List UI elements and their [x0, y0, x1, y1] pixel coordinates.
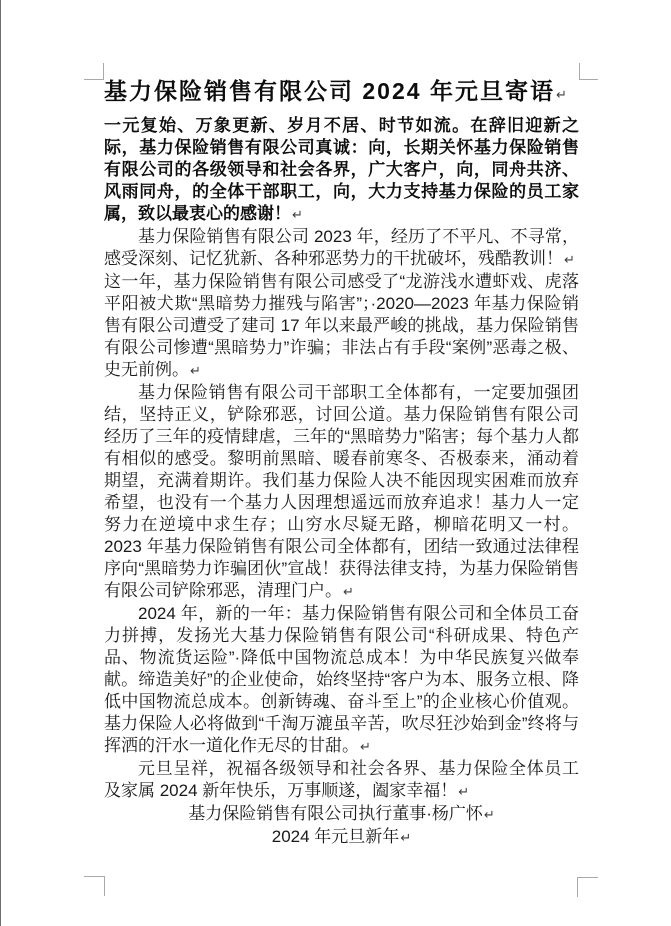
paragraph-return-mark-icon: ↵ [190, 363, 201, 378]
paragraph-return-mark-icon: ↵ [564, 252, 575, 267]
paragraph-text: 基力保险销售有限公司 2023 年，经历了不平凡、不寻常，感受深刻、记忆犹新、各种邪恶势力的干扰破坏，残酷教训！ [104, 227, 579, 268]
paragraph-return-mark-icon: ↵ [292, 207, 303, 222]
paragraph [104, 603, 579, 758]
document-text-area [104, 76, 579, 849]
crop-mark-top-right-icon [579, 63, 598, 80]
paragraph [104, 271, 579, 382]
paragraph-text: 2024 年元旦新年 [271, 827, 400, 846]
paragraph [104, 826, 579, 849]
paragraph-text: 元旦呈祥，祝福各级领导和社会各界、基力保险全体员工及家属 2024 新年快乐，万事顺遂，阖家幸福！ [104, 759, 579, 800]
crop-mark-bottom-right-icon [577, 877, 598, 897]
paragraph [104, 803, 579, 826]
paragraph-text: 一元复始、万象更新、岁月不居、时节如流。在辞旧迎新之际，基力保险销售有限公司真诚：向，长期关怀基力保险销售有限公司的各级领导和社会各界，广大客户，向，同舟共济、风雨同舟，的全体干部职工，向，大力支持基力保险的员工家属，致以最衷心的感谢！ [104, 116, 579, 223]
paragraph-text: 基力保险销售有限公司干部职工全体都有，一定要加强团结，坚持正义，铲除邪恶，讨回公道。基力保险销售有限公司经历了三年的疫情肆虐，三年的“黑暗势力”陷害；每个基力人都有相似的感受。黎明前黑暗、暖春前寒冬、否极泰来，涌动着期望，充满着期许。我们基力保险人决不能因现实困难而放弃希望，也没有一个基力人因理想遥远而放弃追求！基力人一定努力在逆境中求生存；山穷水尽疑无路，柳暗花明又一村。2023 年基力保险销售有限公司全体都有，团结一致通过法律程序向“黑暗势力诈骗团伙”宣战！获得法律支持，为基力保险销售有限公司铲除邪恶，清理门户。 [104, 383, 579, 600]
paragraph-return-mark-icon: ↵ [458, 784, 470, 799]
document-title [104, 76, 579, 110]
paragraph [104, 758, 579, 803]
paragraph-return-mark-icon: ↵ [343, 584, 354, 599]
paragraph-return-mark-icon: ↵ [555, 87, 567, 102]
paragraph-return-mark-icon: ↵ [360, 739, 371, 754]
paragraph-text: 2024 年，新的一年：基力保险销售有限公司和全体员工奋力拼搏，发扬光大基力保险销售有限公司“科研成果、特色产品、物流货运险”·降低中国物流总成本！为中华民族复兴做奉献。缔造美好”的企业使命，始终坚持“客户为本、服务立根、降低中国物流总成本。创新铸魂、奋斗至上”的企业核心价值观。基力保险人必将做到“千淘万漉虽辛苦，吹尽狂沙始到金”终将与挥洒的汗水一道化作无尽的甘甜。 [104, 604, 579, 755]
paragraph-text: 这一年，基力保险销售有限公司感受了“龙游浅水遭虾戏、虎落平阳被犬欺“黑暗势力摧残与陷害”；·2020—2023 年基力保险销售有限公司遭受了建司 17 年以来最严峻的挑战，基力保险销售有限公司惨遭“黑暗势力”诈骗；非法占有手段“案例”恶毒之极、史无前例。 [104, 272, 579, 379]
paragraph [104, 226, 579, 271]
paragraph [104, 382, 579, 603]
document-body [104, 115, 579, 849]
document-title-text: 基力保险销售有限公司 2024 年元旦寄语 [104, 78, 555, 104]
paragraph-return-mark-icon: ↵ [483, 807, 495, 822]
paragraph-return-mark-icon: ↵ [400, 830, 412, 845]
crop-mark-bottom-left-icon [84, 876, 105, 896]
paragraph [104, 115, 579, 226]
crop-mark-top-left-icon [84, 63, 104, 80]
paragraph-text: 基力保险销售有限公司执行董事·杨广怀 [188, 804, 483, 823]
